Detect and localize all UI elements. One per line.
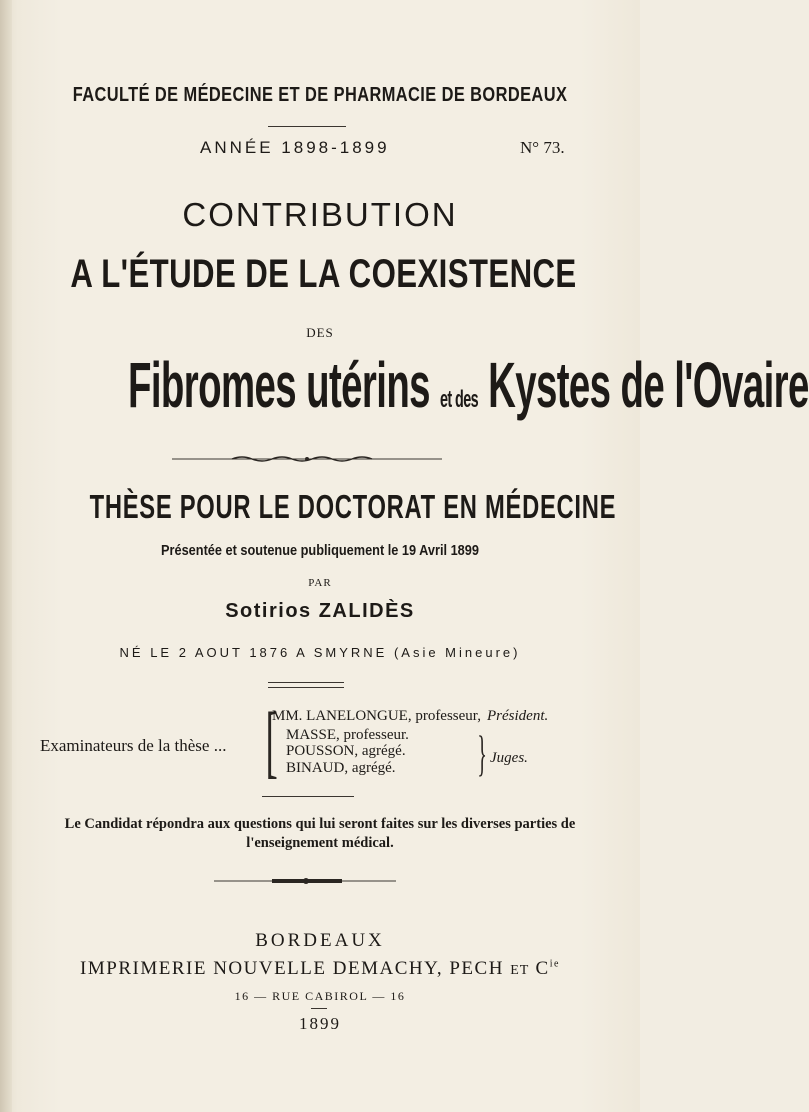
- printer-et: ET: [510, 963, 530, 978]
- title-etude: A L'ÉTUDE DE LA COEXISTENCE: [70, 252, 577, 296]
- year-rule: [311, 1008, 327, 1009]
- presentation-date: Présentée et soutenue publiquement le 19 Avril 1899: [161, 542, 479, 559]
- thesis-number: N° 73.: [520, 138, 565, 157]
- title-contribution: CONTRIBUTION: [182, 196, 458, 233]
- candidate-notice: Le Candidat répondra aux questions qui lui seront faites sur les diverses parties de l'enseignement médical.: [64, 816, 576, 851]
- left-bracket: [: [265, 695, 278, 786]
- imprint-city: BORDEAUX: [255, 930, 385, 951]
- title-et-des: et des: [440, 386, 479, 413]
- double-rule: [268, 682, 344, 688]
- examiner-lanelongue: MM. LANELONGUE, professeur,: [272, 708, 481, 724]
- title-subject: [128, 348, 809, 422]
- ornament-divider-small: [214, 877, 396, 885]
- author-name: Sotirios ZALIDÈS: [225, 600, 415, 622]
- these-heading: THÈSE POUR LE DOCTORAT EN MÉDECINE: [89, 488, 617, 525]
- header-rule: [268, 126, 346, 127]
- examinateurs-label: Examinateurs de la thèse ...: [40, 736, 227, 755]
- birth-info: NÉ LE 2 AOUT 1876 A SMYRNE (Asie Mineure): [119, 645, 521, 660]
- examiner-pousson: POUSSON, agrégé.: [286, 743, 406, 759]
- right-brace: }: [477, 725, 487, 781]
- imprint-printer: [0, 958, 640, 980]
- printer-cie: C: [535, 958, 550, 979]
- examiner-binaud: BINAUD, agrégé.: [286, 760, 396, 776]
- role-president: Président.: [487, 708, 549, 724]
- academic-year: ANNÉE 1898-1899: [200, 138, 390, 157]
- title-fibromes: Fibromes utérins: [128, 349, 430, 421]
- imprint-year: 1899: [299, 1014, 341, 1033]
- examiner-masse: MASSE, professeur.: [286, 727, 409, 743]
- role-juges: Juges.: [490, 750, 528, 766]
- title-des: DES: [306, 325, 334, 340]
- examiner-rule: [262, 796, 354, 797]
- printer-name: IMPRIMERIE NOUVELLE DEMACHY, PECH: [80, 958, 504, 979]
- par-label: PAR: [308, 577, 332, 589]
- title-kystes: Kystes de l'Ovaire: [488, 349, 809, 421]
- printer-cie-sup: ie: [549, 958, 560, 970]
- faculty-heading: FACULTÉ DE MÉDECINE ET DE PHARMACIE DE BORDEAUX: [72, 84, 568, 106]
- imprint-address: 16 — RUE CABIROL — 16: [234, 989, 406, 1003]
- ornament-divider: [172, 455, 442, 463]
